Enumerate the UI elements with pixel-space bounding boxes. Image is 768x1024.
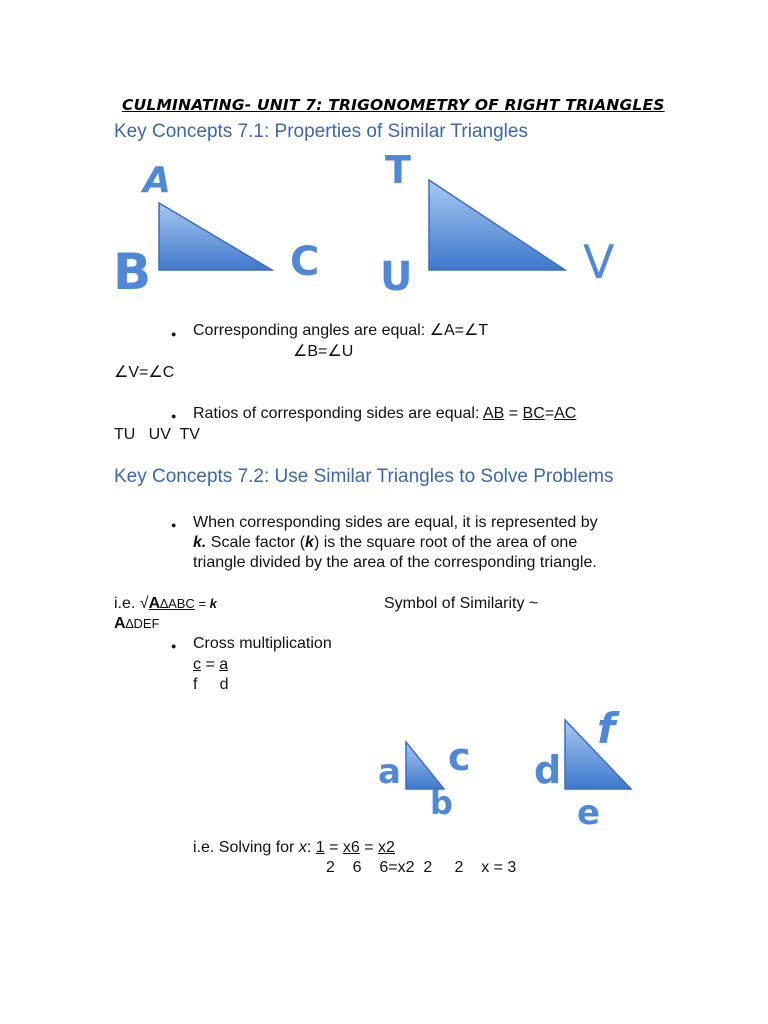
scale-factor-text: ) is the square root of the area of one (313, 534, 578, 551)
cross-mult-numerators (193, 655, 228, 675)
cm-eq: = (201, 656, 220, 673)
ratios-prefix: Ratios of corresponding sides are equal: (193, 405, 483, 422)
solve-colon: : (306, 839, 316, 856)
formula-prefix: i.e. √ (114, 595, 149, 612)
formula-A: A (148, 595, 161, 612)
solve-eq: = (324, 839, 343, 856)
bullet-icon: ● (171, 329, 177, 339)
similarity-symbol-text: Symbol of Similarity ~ (384, 595, 539, 612)
label-C: C (290, 239, 320, 285)
label-V: V (583, 235, 615, 289)
triangle-small-abc (406, 742, 444, 789)
ratio-eq: = (544, 405, 555, 422)
angles-equal-text: Corresponding angles are equal: ∠A=∠T (193, 322, 489, 339)
label-a: a (378, 752, 401, 792)
solve-x6: x6 (342, 839, 360, 856)
angles-equal-line3: ∠V=∠C (114, 364, 175, 381)
formula-def: ∆DEF (125, 616, 160, 631)
cross-mult-denominators: f d (193, 676, 229, 693)
k-symbol: k. (193, 534, 207, 551)
ratio-eq: = (504, 405, 523, 422)
label-f: f (597, 704, 616, 753)
label-U: U (380, 254, 413, 300)
bullet-icon: ● (171, 520, 177, 530)
triangle-tuv (429, 180, 565, 270)
ratio-denominators: TU UV TV (114, 426, 200, 443)
scale-factor-line2 (193, 533, 577, 553)
label-e: e (577, 793, 601, 833)
cm-c: c (193, 656, 201, 673)
formula-abc: ∆ABC (160, 596, 195, 611)
ratio-ab: AB (482, 405, 505, 422)
cross-multiplication-label: Cross multiplication (193, 635, 332, 652)
formula-line1 (114, 594, 217, 614)
ratios-text (193, 404, 576, 424)
label-b: b (430, 784, 453, 822)
cm-a: a (219, 656, 229, 673)
solve-x2: x2 (378, 839, 395, 856)
bullet-icon: ● (171, 411, 177, 421)
solve-eq: = (359, 839, 378, 856)
formula-A: A (114, 615, 126, 632)
solving-line2: 2 6 6=x2 2 2 x = 3 (326, 859, 517, 876)
angles-equal-line2: ∠B=∠U (293, 343, 354, 360)
formula-line2 (114, 614, 160, 634)
section-heading-7-1: Key Concepts 7.1: Properties of Similar Triangles (114, 121, 528, 142)
scale-factor-line1: When corresponding sides are equal, it is represented by (193, 514, 598, 531)
label-A: A (143, 160, 171, 201)
solve-x: x (298, 839, 307, 856)
label-T: T (385, 148, 411, 192)
solve-prefix: i.e. Solving for (193, 839, 299, 856)
solving-line1 (193, 838, 395, 858)
formula-k: k (209, 596, 217, 611)
k-symbol: k (305, 534, 314, 551)
label-c: c (448, 735, 471, 779)
document-title: CULMINATING- UNIT 7: TRIGONOMETRY OF RIGHT TRIANGLES (122, 96, 665, 114)
scale-factor-text: Scale factor ( (206, 534, 306, 551)
scale-factor-line3: triangle divided by the area of the corresponding triangle. (193, 554, 597, 571)
solve-1: 1 (315, 839, 325, 856)
label-B: B (113, 243, 152, 301)
formula-eq: = (194, 596, 210, 611)
bullet-icon: ● (171, 641, 177, 651)
triangle-abc (159, 203, 272, 270)
label-d: d (534, 748, 562, 792)
section-heading-7-2: Key Concepts 7.2: Use Similar Triangles to Solve Problems (114, 466, 614, 487)
ratio-ac: AC (554, 405, 577, 422)
ratio-bc: BC (522, 405, 545, 422)
